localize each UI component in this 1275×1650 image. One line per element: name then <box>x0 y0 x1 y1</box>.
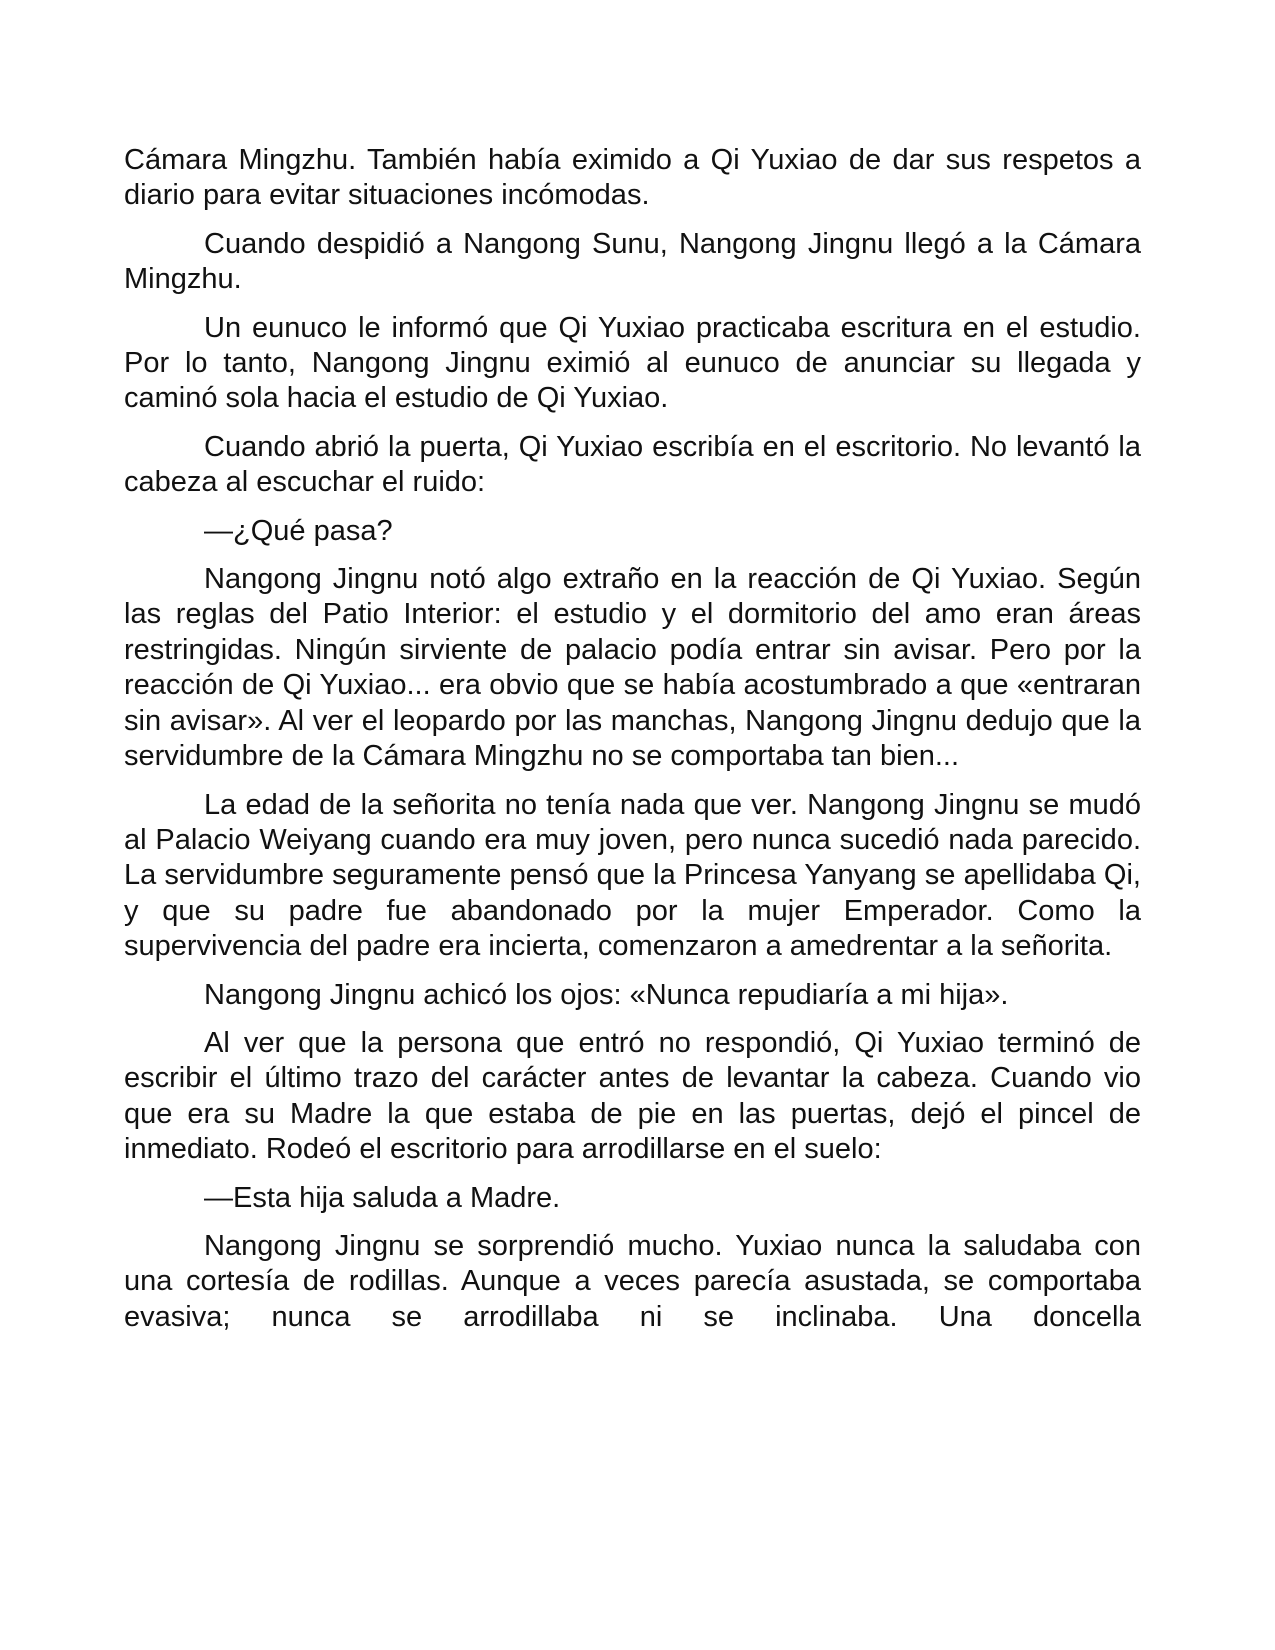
paragraph: Cuando despidió a Nangong Sunu, Nangong Jingnu llegó a la Cámara Mingzhu. <box>124 227 1141 296</box>
paragraph: Un eunuco le informó que Qi Yuxiao practicaba escritura en el estudio. Por lo tanto, Nangong Jingnu eximió al eunuco de anunciar su llegada y caminó sola hacia el estudio de Qi Yuxiao. <box>124 311 1141 415</box>
paragraph: Cuando abrió la puerta, Qi Yuxiao escribía en el escritorio. No levantó la cabeza al escuchar el ruido: <box>124 430 1141 499</box>
document-page <box>124 143 1141 1335</box>
paragraph: Nangong Jingnu notó algo extraño en la reacción de Qi Yuxiao. Según las reglas del Patio Interior: el estudio y el dormitorio del amo eran áreas restringidas. Ningún sirviente de palacio podía entrar sin avisar. Pero por la reacción de Qi Yuxiao... era obvio que se había acostumbrado a que «entraran sin avisar». Al ver el leopardo por las manchas, Nangong Jingnu dedujo que la servidumbre de la Cámara Mingzhu no se comportaba tan bien... <box>124 563 1141 773</box>
dialogue-line: —¿Qué pasa? <box>204 514 393 547</box>
dialogue-line: —Esta hija saluda a Madre. <box>204 1181 561 1214</box>
paragraph: La edad de la señorita no tenía nada que ver. Nangong Jingnu se mudó al Palacio Weiyang cuando era muy joven, pero nunca sucedió nada parecido. La servidumbre seguramente pensó que la Princesa Yanyang se apellidaba Qi, y que su padre fue abandonado por la mujer Emperador. Como la supervivencia del padre era incierta, comenzaron a amedrentar a la señorita. <box>124 788 1141 963</box>
paragraph-continued: Cámara Mingzhu. También había eximido a Qi Yuxiao de dar sus respetos a diario para evitar situaciones incómodas. <box>124 144 1141 212</box>
paragraph: Nangong Jingnu achicó los ojos: «Nunca repudiaría a mi hija». <box>204 978 1009 1011</box>
paragraph: Al ver que la persona que entró no respondió, Qi Yuxiao terminó de escribir el último trazo del carácter antes de levantar la cabeza. Cuando vio que era su Madre la que estaba de pie en las puertas, dejó el pincel de inmediato. Rodeó el escritorio para arrodillarse en el suelo: <box>124 1026 1141 1166</box>
paragraph-truncated: Nangong Jingnu se sorprendió mucho. Yuxiao nunca la saludaba con una cortesía de rodillas. Aunque a veces parecía asustada, se comportaba evasiva; nunca se arrodillaba ni se inclinaba. Una doncella <box>124 1229 1141 1333</box>
